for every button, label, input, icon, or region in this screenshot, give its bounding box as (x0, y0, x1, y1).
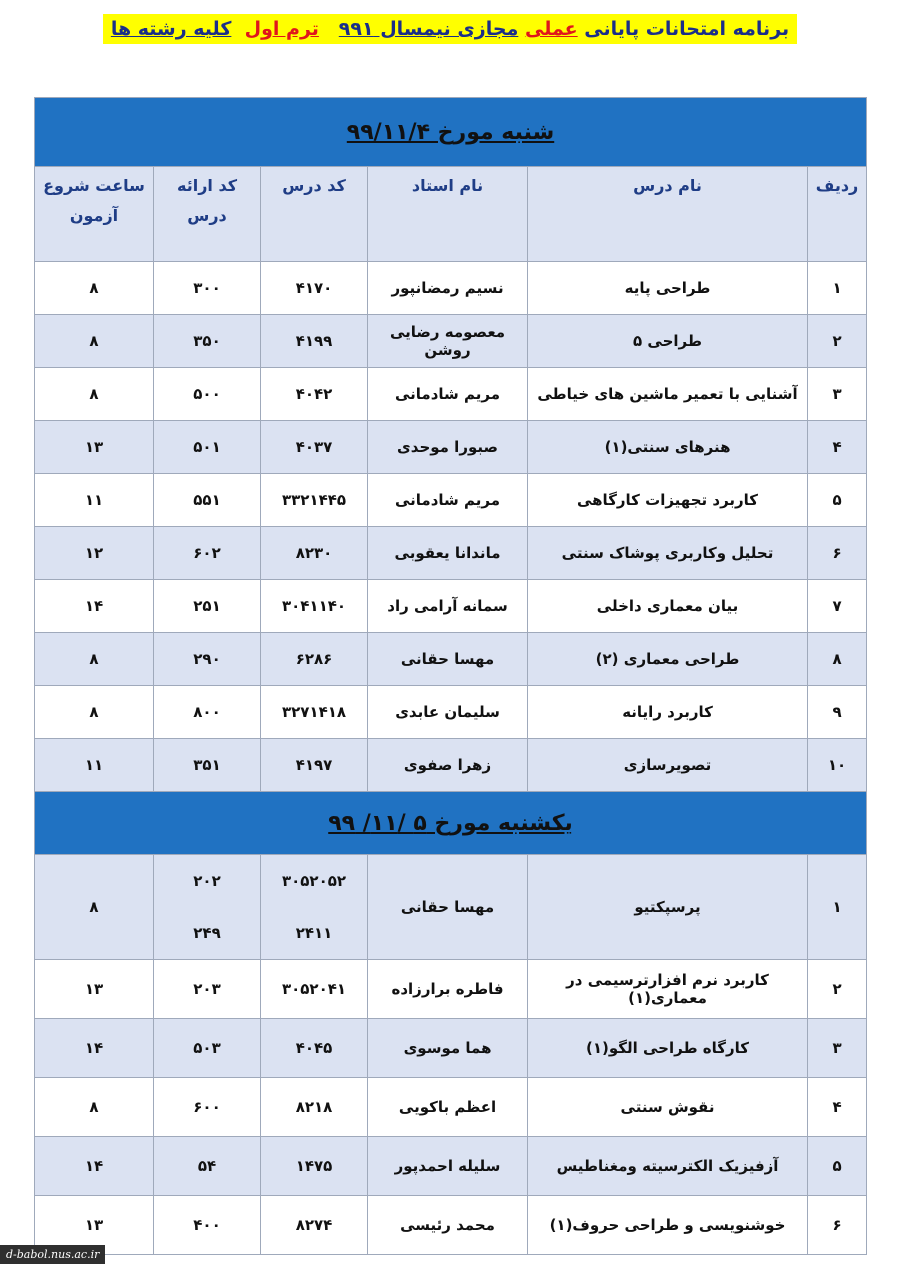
offer-code: ۳۵۰ (154, 315, 261, 368)
title-all-fields: کلیه رشته ها (110, 18, 232, 40)
offer-code: ۳۰۰ (154, 262, 261, 315)
teacher-name: مریم شادمانی (368, 474, 528, 527)
header-offer-line2: درس (187, 206, 227, 225)
offer-code: ۵۵۱ (154, 474, 261, 527)
course-name: هنرهای سنتی(۱) (528, 421, 808, 474)
start-time: ۱۱ (35, 474, 154, 527)
course-name: کارگاه طراحی الگو(۱) (528, 1019, 808, 1078)
offer-code: ۵۰۰ (154, 368, 261, 421)
start-time: ۸ (35, 855, 154, 960)
title-highlight: عملی (524, 18, 578, 40)
course-code: ۴۰۴۵ (261, 1019, 368, 1078)
course-name: آزفیزیک الکترسیته ومغناطیس (528, 1137, 808, 1196)
table-row (35, 1078, 867, 1137)
row-number: ۷ (808, 580, 867, 633)
row-number: ۸ (808, 633, 867, 686)
offer-code: ۲۵۱ (154, 580, 261, 633)
day2-label: یکشنبه مورخ ۵ /۱۱/ ۹۹ (328, 810, 573, 836)
row-number: ۴ (808, 421, 867, 474)
row-number: ۵ (808, 474, 867, 527)
table-row (35, 315, 867, 368)
offer-code: ۵۰۳ (154, 1019, 261, 1078)
course-code: ۴۱۹۹ (261, 315, 368, 368)
page-title-wrap (0, 14, 900, 44)
teacher-name: سلیمان عابدی (368, 686, 528, 739)
site-footer[interactable]: d-babol.nus.ac.ir (0, 1245, 105, 1264)
course-code: ۸۲۷۴ (261, 1196, 368, 1255)
table-row (35, 686, 867, 739)
table-row (35, 1137, 867, 1196)
exam-schedule-table (34, 97, 867, 1255)
offer-code: ۵۰۱ (154, 421, 261, 474)
course-code: ۶۲۸۶ (261, 633, 368, 686)
course-name: نقوش سنتی (528, 1078, 808, 1137)
title-text: برنامه امتحانات پایانی (584, 18, 790, 40)
offer-code: ۶۰۰ (154, 1078, 261, 1137)
start-time: ۱۴ (35, 580, 154, 633)
row-number: ۲ (808, 315, 867, 368)
course-name: طراحی معماری (۲) (528, 633, 808, 686)
header-row-number: ردیف (808, 167, 867, 262)
offer-code: ۲۹۰ (154, 633, 261, 686)
course-code: ۸۲۱۸ (261, 1078, 368, 1137)
row-number: ۱ (808, 855, 867, 960)
row-number: ۱۰ (808, 739, 867, 792)
header-teacher: نام استاد (368, 167, 528, 262)
start-time: ۱۳ (35, 421, 154, 474)
teacher-name: مریم شادمانی (368, 368, 528, 421)
teacher-name: صبورا موحدی (368, 421, 528, 474)
table-row (35, 368, 867, 421)
header-time-line2: آزمون (69, 206, 119, 225)
offer-code: ۴۰۰ (154, 1196, 261, 1255)
table-row (35, 474, 867, 527)
offer-code: ۳۵۱ (154, 739, 261, 792)
row-number: ۴ (808, 1078, 867, 1137)
teacher-name: نسیم رمضانپور (368, 262, 528, 315)
table-row (35, 739, 867, 792)
course-code: ۳۰۵۲۰۴۱ (261, 960, 368, 1019)
course-name: خوشنویسی و طراحی حروف(۱) (528, 1196, 808, 1255)
header-start-time (35, 167, 154, 262)
teacher-name: فاطره برارزاده (368, 960, 528, 1019)
day2-header (35, 792, 867, 855)
start-time: ۸ (35, 686, 154, 739)
teacher-name: معصومه رضایی روشن (368, 315, 528, 368)
start-time: ۸ (35, 1078, 154, 1137)
row-number: ۶ (808, 527, 867, 580)
offer-code: ۶۰۲ (154, 527, 261, 580)
table-row (35, 1196, 867, 1255)
course-code: ۴۰۴۲ (261, 368, 368, 421)
page-title (103, 14, 797, 44)
course-name: تحلیل وکاربری پوشاک سنتی (528, 527, 808, 580)
teacher-name: سمانه آرامی راد (368, 580, 528, 633)
course-name: بیان معماری داخلی (528, 580, 808, 633)
course-name: پرسپکتیو (528, 855, 808, 960)
course-code: ۸۲۳۰ (261, 527, 368, 580)
offer-code: ۸۰۰ (154, 686, 261, 739)
teacher-name: سلیله احمدپور (368, 1137, 528, 1196)
table-row (35, 527, 867, 580)
offer-code: ۲۰۳ (154, 960, 261, 1019)
start-time: ۸ (35, 315, 154, 368)
header-offer-line1: کد ارائه (177, 176, 238, 195)
start-time: ۸ (35, 368, 154, 421)
course-name: تصویرسازی (528, 739, 808, 792)
row-number: ۱ (808, 262, 867, 315)
course-name: آشنایی با تعمیر ماشین های خیاطی (528, 368, 808, 421)
table-row (35, 262, 867, 315)
title-term: ترم اول (244, 18, 319, 40)
table-row (35, 421, 867, 474)
teacher-name: هما موسوی (368, 1019, 528, 1078)
teacher-name: زهرا صفوی (368, 739, 528, 792)
start-time: ۱۱ (35, 739, 154, 792)
start-time: ۸ (35, 262, 154, 315)
course-code-line2: ۲۴۱۱ (295, 924, 333, 942)
teacher-name: ماندانا یعقوبی (368, 527, 528, 580)
teacher-name: محمد رئیسی (368, 1196, 528, 1255)
row-number: ۳ (808, 368, 867, 421)
course-code: ۳۰۴۱۱۴۰ (261, 580, 368, 633)
table-row (35, 633, 867, 686)
teacher-name: مهسا حقانی (368, 633, 528, 686)
header-offer-code (154, 167, 261, 262)
title-semester: مجازی نیمسال ۹۹۱ (338, 18, 519, 40)
course-code: ۱۴۷۵ (261, 1137, 368, 1196)
start-time: ۱۴ (35, 1019, 154, 1078)
course-name: کاربرد تجهیزات کارگاهی (528, 474, 808, 527)
course-name: کاربرد نرم افزارترسیمی در معماری(۱) (528, 960, 808, 1019)
offer-code: ۵۴ (154, 1137, 261, 1196)
course-code: ۴۱۷۰ (261, 262, 368, 315)
offer-code-line1: ۲۰۲ (193, 872, 221, 890)
course-name: طراحی پایه (528, 262, 808, 315)
table-row (35, 855, 867, 960)
start-time: ۱۴ (35, 1137, 154, 1196)
course-name: کاربرد رایانه (528, 686, 808, 739)
start-time: ۱۲ (35, 527, 154, 580)
start-time: ۱۳ (35, 960, 154, 1019)
table-row (35, 580, 867, 633)
table-row (35, 1019, 867, 1078)
course-code-line1: ۳۰۵۲۰۵۲ (281, 872, 347, 890)
course-name: طراحی ۵ (528, 315, 808, 368)
row-number: ۵ (808, 1137, 867, 1196)
start-time: ۱۳ (35, 1196, 154, 1255)
column-headers (35, 167, 867, 262)
row-number: ۶ (808, 1196, 867, 1255)
course-code: ۴۰۳۷ (261, 421, 368, 474)
row-number: ۳ (808, 1019, 867, 1078)
teacher-name: اعظم باکویی (368, 1078, 528, 1137)
day1-header (35, 98, 867, 167)
table-row (35, 960, 867, 1019)
offer-code (154, 855, 261, 960)
teacher-name: مهسا حقانی (368, 855, 528, 960)
course-code: ۳۳۲۱۴۴۵ (261, 474, 368, 527)
offer-code-line2: ۲۴۹ (193, 924, 221, 942)
start-time: ۸ (35, 633, 154, 686)
course-code: ۳۲۷۱۴۱۸ (261, 686, 368, 739)
course-code: ۴۱۹۷ (261, 739, 368, 792)
row-number: ۹ (808, 686, 867, 739)
header-course-code: کد درس (261, 167, 368, 262)
header-time-line1: ساعت شروع (43, 176, 145, 195)
row-number: ۲ (808, 960, 867, 1019)
course-code (261, 855, 368, 960)
day1-label: شنبه مورخ ۹۹/۱۱/۴ (346, 119, 555, 145)
header-course-name: نام درس (528, 167, 808, 262)
